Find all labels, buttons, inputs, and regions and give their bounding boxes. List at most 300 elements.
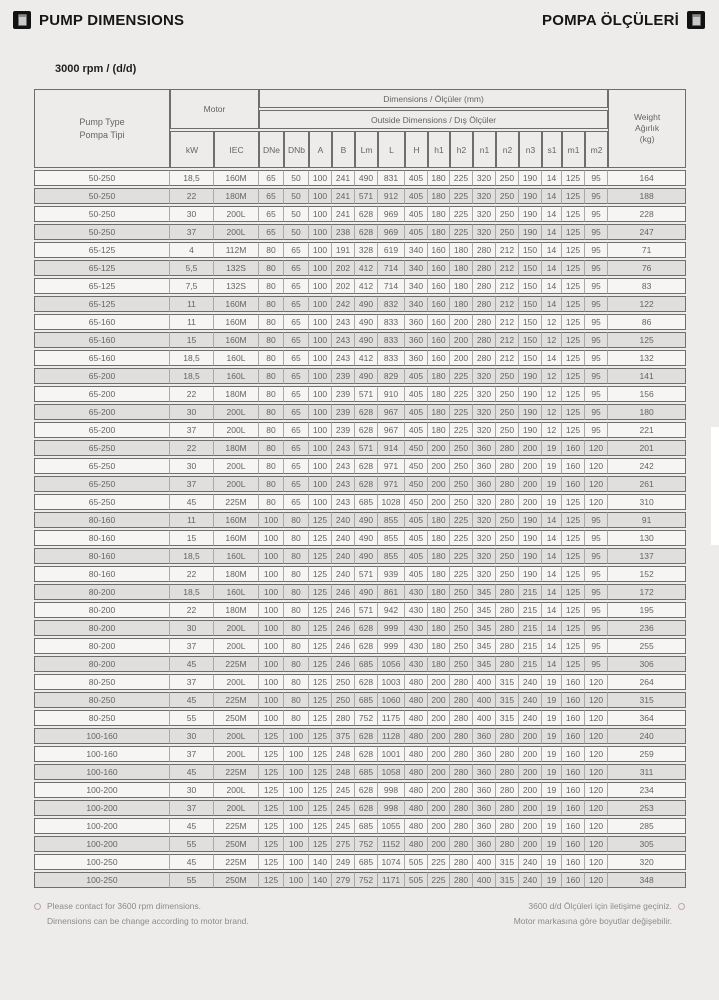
value-cell: 340: [405, 278, 428, 294]
value-cell: 225: [428, 854, 450, 870]
value-cell: 628: [355, 800, 378, 816]
value-cell: 19: [542, 440, 562, 456]
value-cell: 100: [309, 404, 332, 420]
value-cell: 228: [608, 206, 686, 222]
pump-type-cell: 65-250: [34, 494, 170, 510]
value-cell: 225M: [214, 818, 259, 834]
value-cell: 450: [405, 494, 428, 510]
col-header-motor: Motor: [170, 89, 259, 129]
value-cell: 160M: [214, 296, 259, 312]
value-cell: 125: [309, 656, 332, 672]
value-cell: 1074: [378, 854, 405, 870]
value-cell: 250: [496, 386, 519, 402]
value-cell: 100: [284, 800, 309, 816]
value-cell: 100: [259, 584, 284, 600]
footnote-en-line2: Dimensions can be change according to motor brand.: [47, 915, 249, 926]
value-cell: 125: [259, 728, 284, 744]
value-cell: 571: [355, 188, 378, 204]
value-cell: 100: [259, 656, 284, 672]
value-cell: 125: [562, 224, 585, 240]
pump-type-cell: 65-125: [34, 260, 170, 276]
col-header-weight: [608, 89, 686, 168]
value-cell: 125: [562, 638, 585, 654]
value-cell: 280: [496, 638, 519, 654]
value-cell: 345: [473, 602, 496, 618]
value-cell: 200L: [214, 674, 259, 690]
table-head: [34, 89, 686, 168]
value-cell: 65: [284, 458, 309, 474]
value-cell: 280: [473, 242, 496, 258]
pump-type-cell: 80-200: [34, 638, 170, 654]
footnote-tr-line1-text: 3600 d/d Ölçüleri için iletişime geçiniz.: [528, 901, 672, 911]
table-row: [34, 818, 686, 834]
value-cell: 100: [309, 170, 332, 186]
value-cell: 80: [259, 440, 284, 456]
value-cell: 250: [496, 170, 519, 186]
footnote-en-line1: [34, 899, 249, 914]
weight-label-unit: (kg): [639, 134, 655, 145]
value-cell: 200L: [214, 620, 259, 636]
value-cell: 200: [519, 728, 542, 744]
table-row: [34, 260, 686, 276]
value-cell: 80: [259, 314, 284, 330]
value-cell: 405: [405, 224, 428, 240]
note-circle-icon-left: [34, 903, 41, 910]
value-cell: 22: [170, 602, 214, 618]
value-cell: 100: [284, 836, 309, 852]
value-cell: 65: [259, 188, 284, 204]
value-cell: 37: [170, 674, 214, 690]
value-cell: 14: [542, 656, 562, 672]
value-cell: 180: [428, 638, 450, 654]
value-cell: 95: [585, 296, 608, 312]
value-cell: 225: [450, 206, 473, 222]
value-cell: 150: [519, 350, 542, 366]
value-cell: 65: [284, 386, 309, 402]
pump-type-cell: 80-160: [34, 566, 170, 582]
value-cell: 855: [378, 530, 405, 546]
value-cell: 490: [355, 332, 378, 348]
value-cell: 250: [450, 584, 473, 600]
pump-type-cell: 65-200: [34, 386, 170, 402]
value-cell: 364: [608, 710, 686, 726]
value-cell: 180: [428, 368, 450, 384]
value-cell: 832: [378, 296, 405, 312]
pump-manual-icon-tr-glyph: [692, 14, 701, 26]
value-cell: 360: [473, 458, 496, 474]
weight-label-en: Weight: [633, 111, 661, 122]
value-cell: 18,5: [170, 170, 214, 186]
pump-type-cell: 65-125: [34, 242, 170, 258]
value-cell: 405: [405, 368, 428, 384]
value-cell: 125: [309, 638, 332, 654]
value-cell: 80: [284, 530, 309, 546]
value-cell: 95: [585, 188, 608, 204]
value-cell: 714: [378, 278, 405, 294]
value-cell: 280: [496, 764, 519, 780]
value-cell: 19: [542, 782, 562, 798]
value-cell: 14: [542, 224, 562, 240]
value-cell: 360: [473, 728, 496, 744]
value-cell: 132S: [214, 260, 259, 276]
value-cell: 628: [355, 422, 378, 438]
value-cell: 150: [519, 242, 542, 258]
footnote-tr-line2: Motor markasına göre boyutlar değişebilir.: [513, 915, 672, 926]
value-cell: 95: [585, 386, 608, 402]
value-cell: 37: [170, 224, 214, 240]
value-cell: 714: [378, 260, 405, 276]
value-cell: 95: [585, 602, 608, 618]
value-cell: 95: [585, 368, 608, 384]
value-cell: 15: [170, 530, 214, 546]
value-cell: 250M: [214, 836, 259, 852]
table-row: [34, 296, 686, 312]
value-cell: 125: [309, 782, 332, 798]
table-row: [34, 278, 686, 294]
value-cell: 150: [519, 296, 542, 312]
value-cell: 200: [428, 440, 450, 456]
value-cell: 22: [170, 440, 214, 456]
value-cell: 180M: [214, 602, 259, 618]
pump-manual-icon: [13, 11, 31, 29]
value-cell: 400: [473, 854, 496, 870]
value-cell: 833: [378, 350, 405, 366]
value-cell: 100: [309, 476, 332, 492]
value-cell: 30: [170, 206, 214, 222]
value-cell: 19: [542, 458, 562, 474]
value-cell: 239: [332, 386, 355, 402]
value-cell: 201: [608, 440, 686, 456]
value-cell: 100: [309, 458, 332, 474]
value-cell: 264: [608, 674, 686, 690]
value-cell: 95: [585, 530, 608, 546]
value-cell: 250: [332, 674, 355, 690]
value-cell: 280: [450, 764, 473, 780]
value-cell: 400: [473, 710, 496, 726]
value-cell: 250: [496, 530, 519, 546]
value-cell: 221: [608, 422, 686, 438]
value-cell: 100: [309, 296, 332, 312]
value-cell: 125: [309, 674, 332, 690]
value-cell: 320: [473, 530, 496, 546]
value-cell: 505: [405, 854, 428, 870]
value-cell: 65: [284, 314, 309, 330]
value-cell: 360: [473, 764, 496, 780]
value-cell: 152: [608, 566, 686, 582]
value-cell: 280: [473, 314, 496, 330]
col-label-n3: n3: [519, 131, 542, 168]
value-cell: 225M: [214, 494, 259, 510]
value-cell: 160: [562, 854, 585, 870]
value-cell: 480: [405, 728, 428, 744]
value-cell: 360: [473, 818, 496, 834]
pump-type-cell: 100-200: [34, 800, 170, 816]
pump-type-cell: 100-250: [34, 872, 170, 888]
value-cell: 242: [332, 296, 355, 312]
value-cell: 120: [585, 458, 608, 474]
value-cell: 320: [473, 170, 496, 186]
value-cell: 246: [332, 656, 355, 672]
value-cell: 912: [378, 188, 405, 204]
value-cell: 400: [473, 692, 496, 708]
value-cell: 243: [332, 458, 355, 474]
value-cell: 160: [562, 872, 585, 888]
value-cell: 1175: [378, 710, 405, 726]
value-cell: 100: [259, 566, 284, 582]
value-cell: 125: [259, 836, 284, 852]
table-row: [34, 530, 686, 546]
value-cell: 80: [284, 674, 309, 690]
value-cell: 100: [309, 206, 332, 222]
value-cell: 95: [585, 422, 608, 438]
value-cell: 202: [332, 260, 355, 276]
value-cell: 250: [332, 692, 355, 708]
value-cell: 320: [608, 854, 686, 870]
value-cell: 125: [562, 602, 585, 618]
value-cell: 30: [170, 782, 214, 798]
value-cell: 405: [405, 512, 428, 528]
value-cell: 180: [428, 584, 450, 600]
value-cell: 280: [496, 656, 519, 672]
value-cell: 125: [562, 170, 585, 186]
value-cell: 240: [332, 548, 355, 564]
value-cell: 280: [450, 872, 473, 888]
value-cell: 430: [405, 638, 428, 654]
value-cell: 752: [355, 872, 378, 888]
value-cell: 50: [284, 170, 309, 186]
value-cell: 200L: [214, 458, 259, 474]
value-cell: 19: [542, 764, 562, 780]
header-right: [542, 11, 705, 29]
value-cell: 250: [496, 206, 519, 222]
value-cell: 14: [542, 620, 562, 636]
col-label-H: H: [405, 131, 428, 168]
value-cell: 246: [332, 620, 355, 636]
value-cell: 100: [259, 692, 284, 708]
value-cell: 250: [496, 224, 519, 240]
value-cell: 225M: [214, 656, 259, 672]
value-cell: 190: [519, 530, 542, 546]
value-cell: 240: [332, 530, 355, 546]
value-cell: 280: [473, 296, 496, 312]
col-label-n1: n1: [473, 131, 496, 168]
value-cell: 261: [608, 476, 686, 492]
value-cell: 100: [284, 818, 309, 834]
value-cell: 65: [284, 422, 309, 438]
value-cell: 80: [259, 296, 284, 312]
value-cell: 306: [608, 656, 686, 672]
value-cell: 914: [378, 440, 405, 456]
table-row: [34, 674, 686, 690]
value-cell: 360: [473, 476, 496, 492]
scan-artifact: [711, 427, 719, 545]
value-cell: 14: [542, 530, 562, 546]
value-cell: 65: [284, 476, 309, 492]
value-cell: 55: [170, 710, 214, 726]
value-cell: 125: [562, 404, 585, 420]
value-cell: 45: [170, 854, 214, 870]
value-cell: 241: [332, 206, 355, 222]
value-cell: 628: [355, 206, 378, 222]
value-cell: 200: [428, 494, 450, 510]
table-row: [34, 170, 686, 186]
value-cell: 280: [496, 728, 519, 744]
value-cell: 95: [585, 242, 608, 258]
value-cell: 180: [428, 206, 450, 222]
value-cell: 490: [355, 584, 378, 600]
value-cell: 150: [519, 278, 542, 294]
value-cell: 100: [284, 782, 309, 798]
value-cell: 180M: [214, 386, 259, 402]
value-cell: 100: [259, 548, 284, 564]
value-cell: 405: [405, 530, 428, 546]
value-cell: 752: [355, 710, 378, 726]
col-label-m2: m2: [585, 131, 608, 168]
value-cell: 80: [284, 692, 309, 708]
col-label-A: A: [309, 131, 332, 168]
pump-type-cell: 80-160: [34, 530, 170, 546]
value-cell: 160: [428, 314, 450, 330]
value-cell: 120: [585, 800, 608, 816]
value-cell: 250M: [214, 872, 259, 888]
pump-type-cell: 65-200: [34, 404, 170, 420]
value-cell: 215: [519, 620, 542, 636]
value-cell: 241: [332, 188, 355, 204]
value-cell: 315: [496, 692, 519, 708]
value-cell: 180: [450, 296, 473, 312]
value-cell: 829: [378, 368, 405, 384]
value-cell: 628: [355, 458, 378, 474]
value-cell: 245: [332, 800, 355, 816]
value-cell: 37: [170, 746, 214, 762]
value-cell: 480: [405, 764, 428, 780]
table-row: [34, 836, 686, 852]
value-cell: 910: [378, 386, 405, 402]
value-cell: 340: [405, 260, 428, 276]
value-cell: 14: [542, 512, 562, 528]
value-cell: 280: [496, 584, 519, 600]
col-header-outside-dimensions: Outside Dimensions / Dış Ölçüler: [259, 110, 608, 129]
value-cell: 253: [608, 800, 686, 816]
value-cell: 212: [496, 260, 519, 276]
value-cell: 65: [284, 296, 309, 312]
value-cell: 480: [405, 836, 428, 852]
table-row: [34, 314, 686, 330]
value-cell: 212: [496, 332, 519, 348]
value-cell: 619: [378, 242, 405, 258]
pump-manual-icon-tr: [687, 11, 705, 29]
value-cell: 19: [542, 692, 562, 708]
value-cell: 100: [309, 440, 332, 456]
value-cell: 120: [585, 872, 608, 888]
value-cell: 120: [585, 692, 608, 708]
value-cell: 480: [405, 674, 428, 690]
value-cell: 1128: [378, 728, 405, 744]
value-cell: 200: [519, 440, 542, 456]
value-cell: 120: [585, 854, 608, 870]
pump-type-cell: 65-160: [34, 332, 170, 348]
value-cell: 250: [450, 602, 473, 618]
value-cell: 490: [355, 314, 378, 330]
value-cell: 19: [542, 746, 562, 762]
value-cell: 685: [355, 656, 378, 672]
page-title-en: PUMP DIMENSIONS: [39, 11, 185, 29]
value-cell: 239: [332, 368, 355, 384]
value-cell: 100: [309, 350, 332, 366]
value-cell: 225: [450, 224, 473, 240]
table-row: [34, 422, 686, 438]
value-cell: 360: [473, 440, 496, 456]
value-cell: 95: [585, 566, 608, 582]
value-cell: 200: [428, 710, 450, 726]
value-cell: 45: [170, 764, 214, 780]
value-cell: 405: [405, 386, 428, 402]
value-cell: 238: [332, 224, 355, 240]
value-cell: 14: [542, 584, 562, 600]
value-cell: 18,5: [170, 368, 214, 384]
value-cell: 141: [608, 368, 686, 384]
table-row: [34, 206, 686, 222]
value-cell: 348: [608, 872, 686, 888]
value-cell: 280: [450, 674, 473, 690]
value-cell: 160: [562, 710, 585, 726]
value-cell: 240: [332, 512, 355, 528]
value-cell: 320: [473, 494, 496, 510]
value-cell: 160: [428, 332, 450, 348]
value-cell: 12: [542, 404, 562, 420]
pump-type-cell: 80-160: [34, 548, 170, 564]
value-cell: 480: [405, 746, 428, 762]
value-cell: 628: [355, 728, 378, 744]
value-cell: 685: [355, 818, 378, 834]
value-cell: 122: [608, 296, 686, 312]
value-cell: 200: [450, 314, 473, 330]
value-cell: 130: [608, 530, 686, 546]
value-cell: 200: [519, 800, 542, 816]
value-cell: 100: [309, 368, 332, 384]
value-cell: 200: [428, 674, 450, 690]
value-cell: 280: [496, 602, 519, 618]
value-cell: 180: [428, 386, 450, 402]
value-cell: 225: [450, 512, 473, 528]
value-cell: 628: [355, 674, 378, 690]
value-cell: 405: [405, 566, 428, 582]
pump-type-cell: 100-250: [34, 854, 170, 870]
value-cell: 80: [259, 332, 284, 348]
value-cell: 120: [585, 818, 608, 834]
value-cell: 172: [608, 584, 686, 600]
value-cell: 1028: [378, 494, 405, 510]
table-row: [34, 800, 686, 816]
value-cell: 125: [562, 332, 585, 348]
value-cell: 19: [542, 674, 562, 690]
value-cell: 240: [519, 674, 542, 690]
value-cell: 200L: [214, 746, 259, 762]
value-cell: 225: [450, 530, 473, 546]
value-cell: 180: [428, 530, 450, 546]
value-cell: 212: [496, 314, 519, 330]
value-cell: 37: [170, 638, 214, 654]
pump-manual-icon-glyph: [18, 14, 27, 26]
value-cell: 125: [309, 530, 332, 546]
value-cell: 245: [332, 782, 355, 798]
value-cell: 345: [473, 638, 496, 654]
value-cell: 95: [585, 314, 608, 330]
value-cell: 95: [585, 206, 608, 222]
value-cell: 971: [378, 476, 405, 492]
value-cell: 752: [355, 836, 378, 852]
value-cell: 14: [542, 350, 562, 366]
